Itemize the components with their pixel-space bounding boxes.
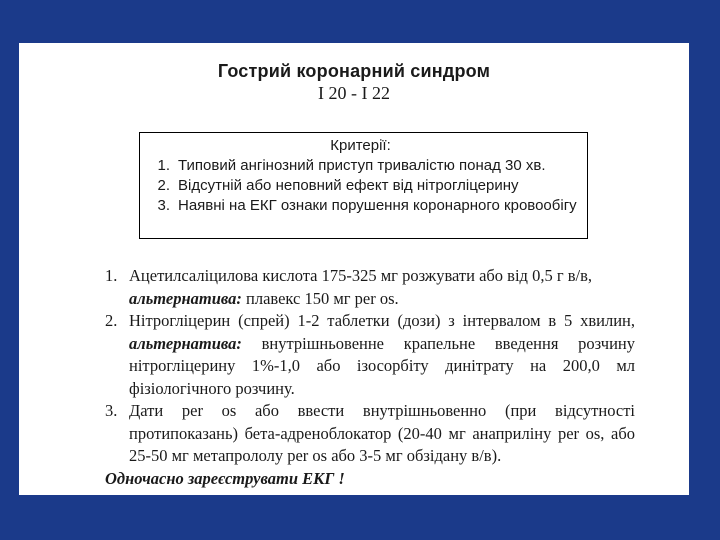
criteria-heading: Критерії: [330, 137, 391, 154]
treatment-item-text [129, 265, 635, 310]
treatment-item-number: 3. [105, 401, 118, 420]
criteria-list [140, 156, 581, 216]
treatment-item [105, 265, 635, 310]
treatment-text: Нітрогліцерин (спрей) 1-2 таблетки (дози) з інтервалом в 5 хвилин, [129, 311, 635, 330]
criteria-item-number: 1. [157, 157, 170, 174]
page-title: Гострий коронарний синдром [217, 61, 491, 81]
criteria-item-number: 3. [157, 197, 170, 214]
treatment-item-text [129, 400, 635, 468]
criteria-item [140, 156, 581, 176]
icd-code: I 20 - I 22 [318, 83, 390, 103]
treatment-text: Ацетилсаліцилова кислота 175-325 мг розжувати або від 0,5 г в/в, [129, 266, 592, 285]
criteria-item [140, 176, 581, 196]
treatment-section [105, 265, 635, 490]
criteria-item-text: Відсутній або неповний ефект від нітрогліцерину [178, 177, 519, 194]
treatment-item-number: 1. [105, 266, 118, 285]
treatment-item [105, 310, 635, 400]
criteria-item [140, 196, 581, 216]
criteria-item-number: 2. [157, 177, 170, 194]
treatment-item-text [129, 310, 635, 400]
alternative-text: внутрішньовенне крапельне введення розчину нітрогліцерину 1%-1,0 або ізосорбіту динітрату на 200,0 мл фізіологічного розчину. [129, 333, 635, 398]
alternative-text: плавекс 150 мг per os. [246, 288, 399, 308]
treatment-item-number: 2. [105, 311, 118, 330]
final-note: Одночасно зареєструвати ЕКГ ! [105, 468, 345, 488]
treatment-list [105, 265, 635, 468]
criteria-item-text: Типовий ангінозний приступ тривалістю понад 30 хв. [178, 157, 546, 174]
alternative-label: альтернатива: [129, 288, 242, 308]
slide [19, 43, 689, 495]
criteria-item-text: Наявні на ЕКГ ознаки порушення коронарного кровообігу [178, 197, 577, 214]
treatment-item [105, 400, 635, 468]
alternative-label: альтернатива: [129, 333, 242, 353]
criteria-box [139, 132, 588, 239]
treatment-text: Дати per os або ввести внутрішньовенно (при відсутності протипоказань) бета-адреноблокатор (20-40 мг анаприліну per os, або 25-50 мг метапрололу per os або 3-5 мг обзідану в/в). [129, 401, 635, 465]
